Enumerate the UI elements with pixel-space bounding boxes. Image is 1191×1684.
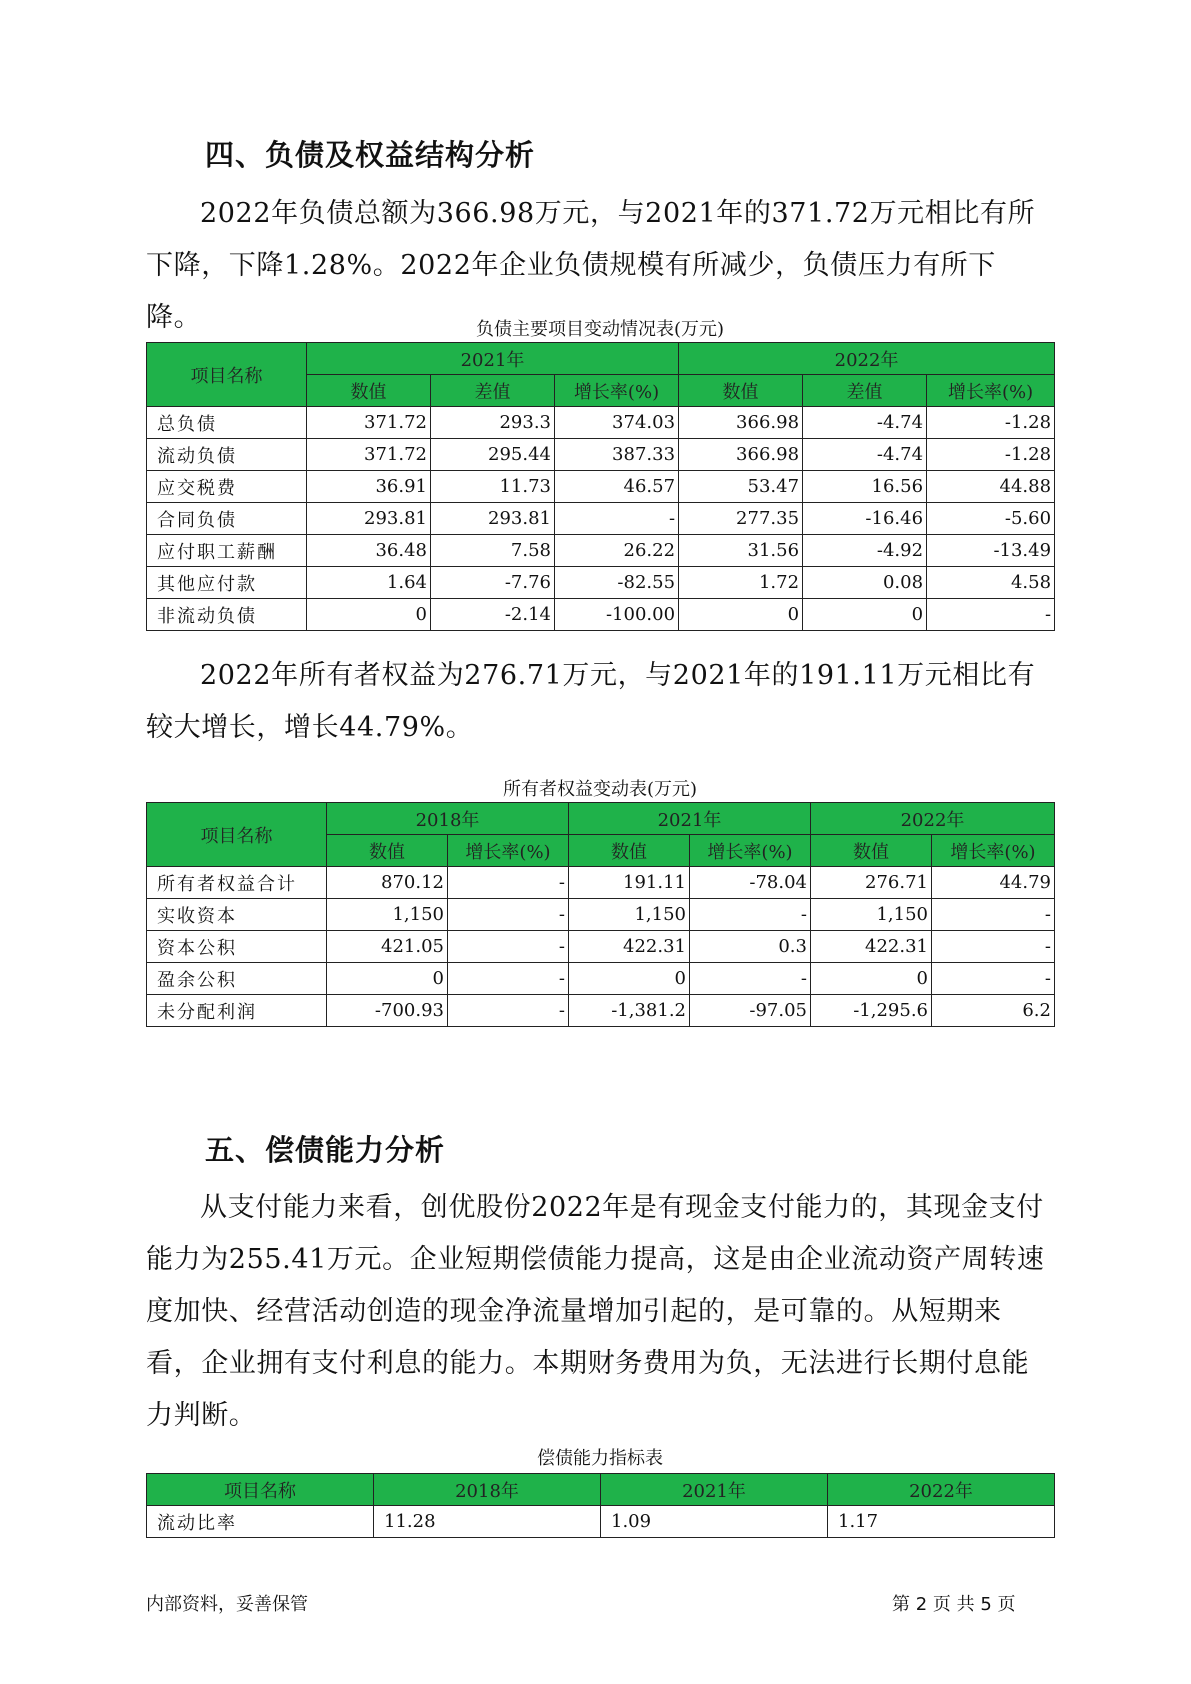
header-growth: 增长率(%)	[448, 835, 569, 867]
table-cell: 1.09	[601, 1506, 828, 1538]
section-4-heading: 四、负债及权益结构分析	[205, 138, 536, 172]
table-cell: -2.14	[431, 599, 555, 631]
table-row	[147, 567, 1055, 599]
paragraph-text: 2022年负债总额为366.98万元，与2021年的371.72万元相比有所下降，下降1.28%。2022年企业负债规模有所减少，负债压力有所下降。	[146, 198, 1036, 333]
table-header-cell: 2021年	[601, 1474, 828, 1506]
table-cell: 11.73	[431, 471, 555, 503]
table-cell: 0	[569, 963, 690, 995]
table-cell: 26.22	[555, 535, 679, 567]
table-cell: 46.57	[555, 471, 679, 503]
table-cell: -4.74	[803, 407, 927, 439]
section-4-paragraph-2	[146, 650, 1046, 754]
table-cell: -	[927, 599, 1055, 631]
footer-note: 内部资料，妥善保管	[146, 1594, 308, 1615]
table-cell: 1.17	[828, 1506, 1055, 1538]
equity-table	[146, 802, 1055, 1027]
table-cell: 422.31	[569, 931, 690, 963]
table-cell: 366.98	[679, 407, 803, 439]
header-year: 2021年	[307, 343, 679, 375]
table-3-caption: 偿债能力指标表	[537, 1448, 663, 1469]
page-number: 第 2 页 共 5 页	[892, 1594, 1016, 1615]
table-cell: 374.03	[555, 407, 679, 439]
table-cell: 0	[327, 963, 448, 995]
table-cell: -	[932, 931, 1055, 963]
table-cell: 44.88	[927, 471, 1055, 503]
table-cell: 6.2	[932, 995, 1055, 1027]
row-label: 流动负债	[147, 439, 307, 471]
table-cell: 293.81	[307, 503, 431, 535]
table-cell: -1.28	[927, 407, 1055, 439]
row-label: 资本公积	[147, 931, 327, 963]
table-header-cell: 2018年	[374, 1474, 601, 1506]
row-label: 其他应付款	[147, 567, 307, 599]
table-cell: -100.00	[555, 599, 679, 631]
table-cell: -4.92	[803, 535, 927, 567]
table-cell: 53.47	[679, 471, 803, 503]
table-cell: 293.81	[431, 503, 555, 535]
table-cell: 0.3	[690, 931, 811, 963]
table-cell: 277.35	[679, 503, 803, 535]
table-cell: 0.08	[803, 567, 927, 599]
header-diff: 差值	[431, 375, 555, 407]
table-cell: 0	[307, 599, 431, 631]
table-cell: 36.48	[307, 535, 431, 567]
table-cell: -	[555, 503, 679, 535]
table-header-cell: 项目名称	[147, 1474, 374, 1506]
table-cell: -82.55	[555, 567, 679, 599]
row-label: 总负债	[147, 407, 307, 439]
table-cell: -	[448, 931, 569, 963]
table-cell: -13.49	[927, 535, 1055, 567]
table-row	[147, 1506, 1055, 1538]
table-cell: 421.05	[327, 931, 448, 963]
table-cell: 16.56	[803, 471, 927, 503]
table-cell: -	[448, 963, 569, 995]
header-value: 数值	[307, 375, 431, 407]
header-value: 数值	[327, 835, 448, 867]
header-growth: 增长率(%)	[932, 835, 1055, 867]
table-row	[147, 963, 1055, 995]
table-cell: 422.31	[811, 931, 932, 963]
header-value: 数值	[569, 835, 690, 867]
table-cell: -78.04	[690, 867, 811, 899]
header-value: 数值	[679, 375, 803, 407]
table-header-cell: 2022年	[828, 1474, 1055, 1506]
row-label: 所有者权益合计	[147, 867, 327, 899]
header-growth: 增长率(%)	[555, 375, 679, 407]
row-label: 实收资本	[147, 899, 327, 931]
paragraph-text: 2022年所有者权益为276.71万元，与2021年的191.11万元相比有较大增长，增长44.79%。	[146, 660, 1036, 743]
row-label: 流动比率	[147, 1506, 374, 1538]
table-cell: -	[690, 963, 811, 995]
table-cell: 293.3	[431, 407, 555, 439]
table-cell: 0	[811, 963, 932, 995]
section-5-heading: 五、偿债能力分析	[205, 1133, 446, 1167]
table-cell: 371.72	[307, 407, 431, 439]
table-cell: 44.79	[932, 867, 1055, 899]
table-cell: 1.64	[307, 567, 431, 599]
table-cell: 0	[803, 599, 927, 631]
table-cell: 366.98	[679, 439, 803, 471]
table-row	[147, 439, 1055, 471]
paragraph-text: 从支付能力来看，创优股份2022年是有现金支付能力的，其现金支付能力为255.41万元。企业短期偿债能力提高，这是由企业流动资产周转速度加快、经营活动创造的现金净流量增加引起的，是可靠的。从短期来看，企业拥有支付利息的能力。本期财务费用为负，无法进行长期付息能力判断。	[146, 1192, 1045, 1431]
table-cell: -	[932, 963, 1055, 995]
table-cell: -	[448, 867, 569, 899]
section-5-paragraph	[146, 1182, 1046, 1442]
table-cell: -1,381.2	[569, 995, 690, 1027]
row-label: 盈余公积	[147, 963, 327, 995]
table-cell: 1,150	[327, 899, 448, 931]
table-cell: 31.56	[679, 535, 803, 567]
table-cell: 371.72	[307, 439, 431, 471]
table-cell: 295.44	[431, 439, 555, 471]
table-cell: -97.05	[690, 995, 811, 1027]
table-cell: 36.91	[307, 471, 431, 503]
header-year: 2021年	[569, 803, 811, 835]
table-cell: 4.58	[927, 567, 1055, 599]
table-cell: 11.28	[374, 1506, 601, 1538]
table-cell: -16.46	[803, 503, 927, 535]
row-label: 未分配利润	[147, 995, 327, 1027]
table-row	[147, 931, 1055, 963]
table-row	[147, 599, 1055, 631]
table-row	[147, 899, 1055, 931]
table-row	[147, 471, 1055, 503]
row-label: 应付职工薪酬	[147, 535, 307, 567]
table-row	[147, 535, 1055, 567]
table-1-caption: 负债主要项目变动情况表(万元)	[475, 319, 725, 340]
header-growth: 增长率(%)	[927, 375, 1055, 407]
header-diff: 差值	[803, 375, 927, 407]
row-label: 合同负债	[147, 503, 307, 535]
table-row	[147, 995, 1055, 1027]
table-cell: -	[932, 899, 1055, 931]
table-cell: 1,150	[569, 899, 690, 931]
table-cell: -5.60	[927, 503, 1055, 535]
table-row	[147, 867, 1055, 899]
table-2-caption: 所有者权益变动表(万元)	[502, 779, 698, 800]
header-year: 2022年	[679, 343, 1055, 375]
table-cell: 0	[679, 599, 803, 631]
table-cell: 870.12	[327, 867, 448, 899]
table-cell: -	[448, 995, 569, 1027]
solvency-table	[146, 1473, 1055, 1538]
header-year: 2022年	[811, 803, 1055, 835]
table-cell: -7.76	[431, 567, 555, 599]
table-cell: -1,295.6	[811, 995, 932, 1027]
header-growth: 增长率(%)	[690, 835, 811, 867]
table-cell: -700.93	[327, 995, 448, 1027]
table-cell: 276.71	[811, 867, 932, 899]
table-row	[147, 503, 1055, 535]
header-year: 2018年	[327, 803, 569, 835]
header-value: 数值	[811, 835, 932, 867]
table-cell: -	[690, 899, 811, 931]
table-cell: 191.11	[569, 867, 690, 899]
header-item-name: 项目名称	[147, 803, 327, 867]
table-cell: -	[448, 899, 569, 931]
header-item-name: 项目名称	[147, 343, 307, 407]
table-cell: 7.58	[431, 535, 555, 567]
row-label: 应交税费	[147, 471, 307, 503]
table-cell: 1.72	[679, 567, 803, 599]
liabilities-table	[146, 342, 1055, 631]
table-cell: 1,150	[811, 899, 932, 931]
table-cell: 387.33	[555, 439, 679, 471]
table-row	[147, 407, 1055, 439]
table-cell: -4.74	[803, 439, 927, 471]
table-cell: -1.28	[927, 439, 1055, 471]
row-label: 非流动负债	[147, 599, 307, 631]
